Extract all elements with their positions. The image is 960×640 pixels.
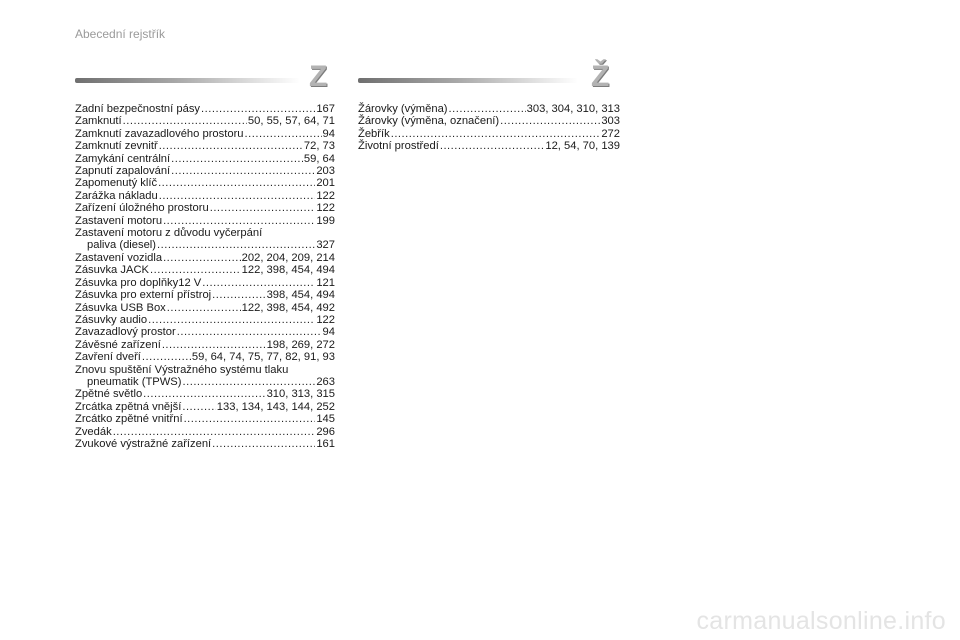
dot-leader: [182, 401, 215, 413]
index-entry-term: Zrcátko zpětné vnitřní: [75, 413, 183, 426]
index-entry-term: Zásuvka pro externí přístroj: [75, 289, 212, 302]
index-entry-pages: 59, 64, 74, 75, 77, 82, 91, 93: [191, 351, 335, 364]
index-entry-pages: 145: [316, 413, 335, 426]
index-entry-pages: 398, 454, 494: [266, 289, 335, 302]
index-entry-term: Zásuvky audio: [75, 313, 148, 326]
dot-leader: [163, 215, 315, 227]
index-entry: [75, 227, 335, 252]
index-entry: [75, 388, 335, 400]
dot-leader: [500, 115, 600, 127]
index-entry-term: Zapomenutý klíč: [75, 177, 158, 190]
index-entry-term: Zásuvka JACK: [75, 264, 149, 277]
index-entry: [75, 438, 335, 450]
dot-leader: [212, 289, 265, 301]
index-entry-pages: 50, 55, 57, 64, 71: [247, 115, 335, 128]
index-entry-term: Zvedák: [75, 425, 112, 438]
dot-leader: [163, 252, 241, 264]
index-entry-pages: 203: [316, 165, 335, 178]
index-entry: [75, 140, 335, 152]
dot-leader: [171, 165, 315, 177]
dot-leader: [167, 302, 241, 314]
dot-leader: [177, 326, 322, 338]
index-entry-term: Zařízení úložného prostoru: [75, 202, 209, 215]
index-entry-pages: 198, 269, 272: [266, 338, 335, 351]
index-entry-pages: 122, 398, 454, 492: [241, 301, 335, 314]
index-column-z: [75, 103, 335, 450]
dot-leader: [113, 426, 316, 438]
index-entry-pages: 310, 313, 315: [266, 388, 335, 401]
index-entry-pages: 122: [316, 313, 335, 326]
index-entry-term: Zavření dveří: [75, 351, 141, 364]
index-entry-term: Zrcátka zpětná vnější: [75, 400, 182, 413]
index-entry-term: Zavazadlový prostor: [75, 326, 176, 339]
index-entry-term: Zamknutí zevnitř: [75, 140, 158, 153]
index-entry-pages: 122: [316, 189, 335, 202]
dot-leader: [159, 190, 316, 202]
index-entry-term: Zadní bezpečnostní pásy: [75, 103, 201, 115]
index-entry-pages: 296: [316, 425, 335, 438]
index-entry: [75, 426, 335, 438]
dot-leader: [201, 103, 315, 115]
index-entry: [75, 165, 335, 177]
dot-leader: [183, 376, 316, 388]
index-entry-pages: 201: [316, 177, 335, 190]
index-entry: [358, 103, 620, 115]
index-entry-term: Zpětné světlo: [75, 388, 143, 401]
section-letter: Z: [309, 60, 328, 93]
index-entry: [75, 401, 335, 413]
index-entry: [75, 277, 335, 289]
index-entry: [75, 289, 335, 301]
index-entry-term: Závěsné zařízení: [75, 338, 161, 351]
section-letter: Ž: [591, 60, 610, 93]
section-divider-bar: [75, 78, 300, 83]
index-entry-pages: 133, 134, 143, 144, 252: [216, 400, 335, 413]
index-entry-pages: 272: [601, 127, 620, 140]
dot-leader: [150, 264, 241, 276]
index-entry-pages: 121: [316, 276, 335, 289]
index-entry-term: Zvukové výstražné zařízení: [75, 437, 212, 450]
index-entry-pages: 122, 398, 454, 494: [241, 264, 335, 277]
dot-leader: [245, 128, 322, 140]
dot-leader: [148, 314, 315, 326]
index-entry-pages: 303: [601, 115, 620, 128]
dot-leader: [440, 140, 545, 152]
index-entry-pages: 167: [316, 103, 335, 115]
index-entry: [75, 314, 335, 326]
dot-leader: [184, 413, 316, 425]
dot-leader: [202, 277, 315, 289]
index-entry-pages: 263: [316, 375, 335, 388]
index-entry: [358, 115, 620, 127]
index-entry-pages: 72, 73: [303, 140, 335, 153]
index-entry-term-line1: Znovu spuštění Výstražného systému tlaku: [75, 363, 289, 376]
index-entry-term: Zarážka nákladu: [75, 189, 158, 202]
index-entry-term: Zamykání centrální: [75, 152, 171, 165]
index-entry-pages: 303, 304, 310, 313: [526, 103, 620, 115]
index-entry-term: Zásuvka pro doplňky12 V: [75, 276, 202, 289]
index-entry: [358, 140, 620, 152]
index-entry-pages: 122: [316, 202, 335, 215]
index-entry-pages: 59, 64: [303, 152, 335, 165]
index-entry: [75, 153, 335, 165]
index-entry: [75, 264, 335, 276]
index-entry-term: Životní prostředí: [358, 140, 439, 153]
watermark: carmanualsonline.info: [696, 607, 946, 635]
index-entry-term: paliva (diesel): [87, 239, 157, 252]
index-entry-term: Zastavení vozidla: [75, 251, 163, 264]
dot-leader: [159, 140, 303, 152]
page-header-title: Abecední rejstřík: [75, 27, 166, 41]
index-entry: [75, 364, 335, 389]
dot-leader: [123, 115, 247, 127]
index-entry-pages: 12, 54, 70, 139: [545, 140, 620, 153]
section-divider-bar: [358, 78, 578, 83]
dot-leader: [157, 239, 315, 251]
dot-leader: [210, 202, 316, 214]
index-entry: [75, 177, 335, 189]
section-header-z: [75, 60, 340, 100]
dot-leader: [142, 351, 191, 363]
dot-leader: [143, 388, 265, 400]
index-entry: [75, 115, 335, 127]
index-entry: [358, 128, 620, 140]
index-entry: [75, 190, 335, 202]
index-column-zh: [358, 103, 620, 153]
index-entry: [75, 128, 335, 140]
index-entry-term: pneumatik (TPWS): [87, 375, 182, 388]
index-entry-term: Zamknutí: [75, 115, 122, 128]
index-entry: [75, 326, 335, 338]
section-header-zh: [358, 60, 623, 100]
dot-leader: [449, 103, 526, 115]
index-entry-pages: 202, 204, 209, 214: [241, 251, 335, 264]
index-entry: [75, 202, 335, 214]
dot-leader: [212, 438, 315, 450]
index-entry: [75, 339, 335, 351]
index-entry-term: Zamknutí zavazadlového prostoru: [75, 127, 244, 140]
index-entry-term: Žebřík: [358, 127, 390, 140]
index-entry: [75, 103, 335, 115]
index-entry: [75, 302, 335, 314]
index-entry: [75, 413, 335, 425]
index-entry: [75, 252, 335, 264]
index-entry-pages: 161: [316, 437, 335, 450]
index-entry-pages: 327: [316, 239, 335, 252]
index-entry: [75, 215, 335, 227]
index-entry-term: Žárovky (výměna, označení): [358, 115, 500, 128]
dot-leader: [171, 153, 303, 165]
index-entry-term-line1: Zastavení motoru z důvodu vyčerpání: [75, 227, 263, 240]
index-entry-term: Zapnutí zapalování: [75, 165, 171, 178]
dot-leader: [158, 177, 315, 189]
dot-leader: [162, 339, 266, 351]
dot-leader: [391, 128, 601, 140]
index-entry-pages: 94: [322, 127, 335, 140]
index-entry: [75, 351, 335, 363]
index-entry-pages: 94: [322, 326, 335, 339]
index-entry-term: Zastavení motoru: [75, 214, 163, 227]
index-entry-pages: 199: [316, 214, 335, 227]
index-entry-term: Zásuvka USB Box: [75, 301, 166, 314]
index-entry-term: Žárovky (výměna): [358, 103, 448, 115]
